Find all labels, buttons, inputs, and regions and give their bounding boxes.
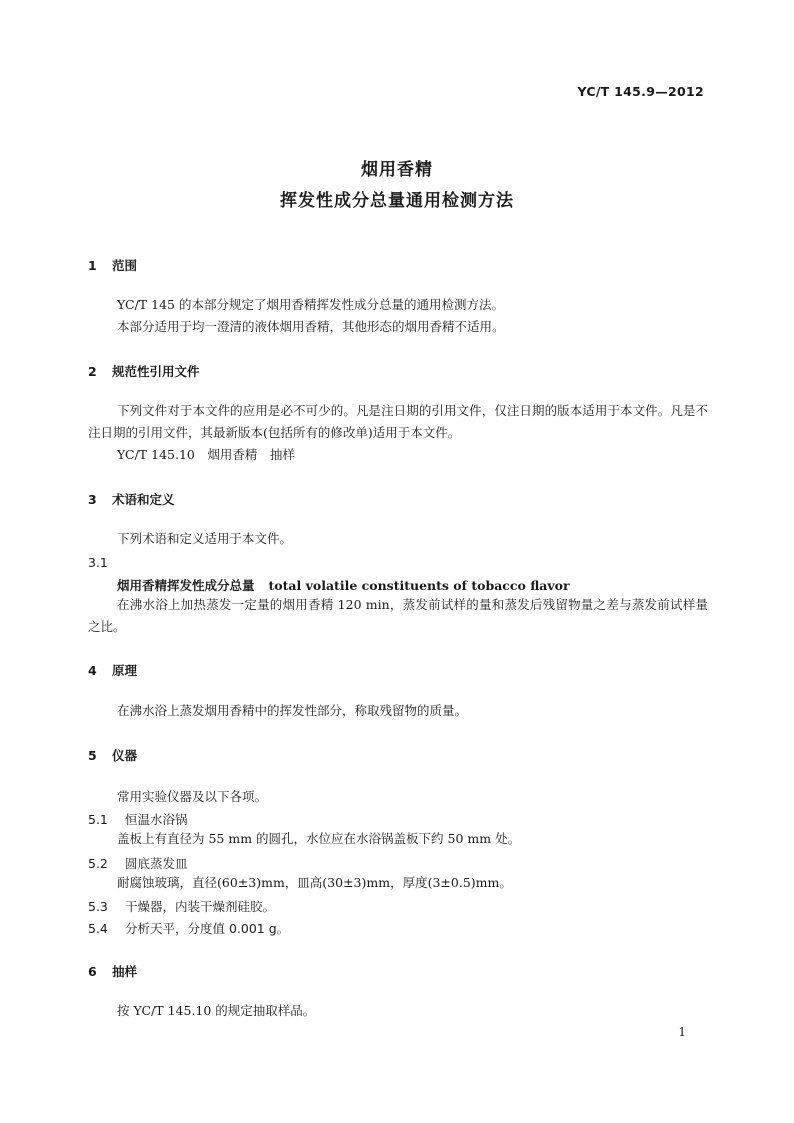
section-2-reference: YC/T 145.10 烟用香精 抽样 bbox=[117, 447, 295, 462]
item-5-2-description: 耐腐蚀玻璃，直径(60±3)mm，皿高(30±3)mm，厚度(3±0.5)mm。 bbox=[117, 875, 512, 890]
section-4-heading bbox=[88, 661, 137, 679]
item-number: 5.2 bbox=[88, 856, 108, 871]
section-number: 1 bbox=[88, 258, 97, 273]
section-1-paragraph-1: YC/T 145 的本部分规定了烟用香精挥发性成分总量的通用检测方法。 bbox=[117, 297, 504, 312]
term-english: total volatile constituents of tobacco flavor bbox=[268, 578, 570, 593]
section-title: 规范性引用文件 bbox=[112, 364, 200, 379]
section-title: 术语和定义 bbox=[112, 492, 175, 507]
item-5-1 bbox=[88, 810, 188, 828]
section-title: 仪器 bbox=[112, 748, 138, 763]
section-3-paragraph-1: 下列术语和定义适用于本文件。 bbox=[117, 531, 293, 546]
section-1-heading bbox=[88, 256, 137, 274]
section-number: 6 bbox=[88, 964, 97, 979]
item-number: 5.4 bbox=[88, 921, 108, 936]
item-5-4 bbox=[88, 919, 289, 937]
title-line-1: 烟用香精 bbox=[361, 160, 433, 180]
item-5-1-description: 盖板上有直径为 55 mm 的圆孔，水位应在水浴锅盖板下约 50 mm 处。 bbox=[117, 831, 521, 846]
section-6-paragraph-1: 按 YC/T 145.10 的规定抽取样品。 bbox=[117, 1003, 316, 1018]
section-3-heading bbox=[88, 490, 175, 508]
section-2-heading bbox=[88, 362, 200, 380]
term-definition: 在沸水浴上加热蒸发一定量的烟用香精 120 min，蒸发前试样的量和蒸发后残留物量之差与蒸发前试样量之比。 bbox=[88, 597, 708, 634]
section-1-paragraph-2: 本部分适用于均一澄清的液体烟用香精，其他形态的烟用香精不适用。 bbox=[117, 319, 505, 334]
section-number: 3 bbox=[88, 492, 97, 507]
section-number: 2 bbox=[88, 364, 97, 379]
item-label: 恒温水浴锅 bbox=[125, 812, 188, 827]
item-label: 分析天平，分度值 0.001 g。 bbox=[125, 921, 290, 936]
section-title: 原理 bbox=[112, 663, 138, 678]
item-label: 圆底蒸发皿 bbox=[125, 856, 188, 871]
section-3-1-number: 3.1 bbox=[88, 555, 108, 570]
section-title: 抽样 bbox=[112, 964, 138, 979]
section-5-paragraph-1: 常用实验仪器及以下各项。 bbox=[117, 789, 268, 804]
item-number: 5.1 bbox=[88, 812, 108, 827]
item-5-3 bbox=[88, 897, 275, 915]
standard-code: YC/T 145.9—2012 bbox=[577, 84, 704, 99]
section-6-heading bbox=[88, 962, 137, 980]
item-number: 5.3 bbox=[88, 899, 108, 914]
title-line-2: 挥发性成分总量通用检测方法 bbox=[280, 191, 514, 211]
section-4-paragraph-1: 在沸水浴上蒸发烟用香精中的挥发性部分，称取残留物的质量。 bbox=[117, 703, 468, 718]
term-chinese: 烟用香精挥发性成分总量 bbox=[117, 578, 255, 593]
page-number: 1 bbox=[678, 1025, 686, 1039]
section-2-paragraph-1: 下列文件对于本文件的应用是必不可少的。凡是注日期的引用文件，仅注日期的版本适用于本文件。凡是不注日期的引用文件，其最新版本(包括所有的修改单)适用于本文件。 bbox=[88, 403, 708, 440]
section-title: 范围 bbox=[112, 258, 138, 273]
section-number: 4 bbox=[88, 663, 97, 678]
item-5-2 bbox=[88, 854, 188, 872]
section-5-heading bbox=[88, 746, 137, 764]
item-label: 干燥器，内装干燥剂硅胶。 bbox=[125, 899, 276, 914]
section-number: 5 bbox=[88, 748, 97, 763]
term-entry bbox=[117, 576, 570, 594]
